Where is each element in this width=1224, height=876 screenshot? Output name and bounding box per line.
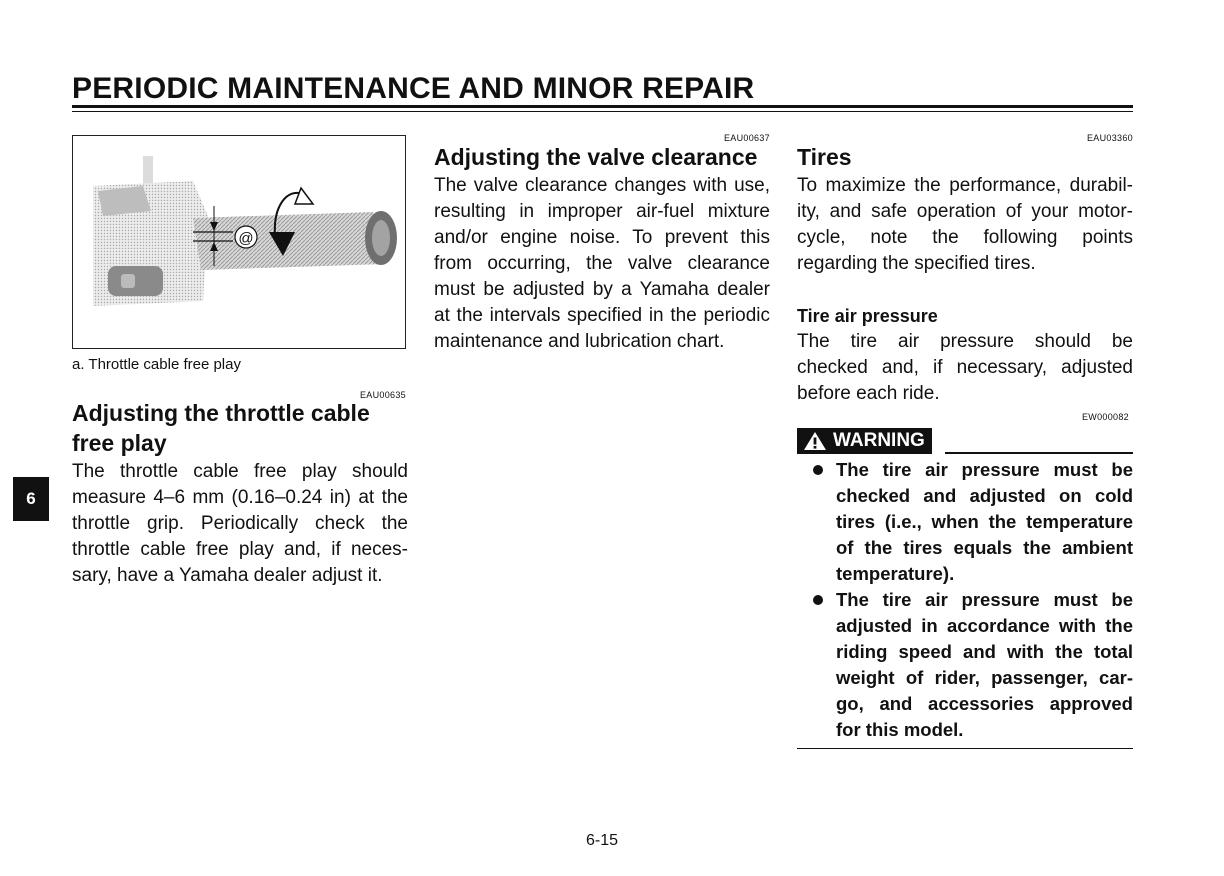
paragraph-line: maintenance and lubrication chart. xyxy=(434,331,725,352)
paragraph-line: measure 4–6 mm (0.16–0.24 in) at the xyxy=(72,487,408,508)
paragraph-line: cycle, note the following points xyxy=(797,227,1133,248)
throttle-figure xyxy=(72,135,406,349)
warning-bullet xyxy=(797,457,1133,587)
section-code: EAU00635 xyxy=(360,390,406,400)
warning-bottom-rule xyxy=(797,748,1133,749)
bullet-line: of the tires equals the ambient xyxy=(836,537,1133,558)
bullet-line: checked and adjusted on cold xyxy=(836,485,1133,506)
warning-code: EW000082 xyxy=(1082,412,1129,422)
section-heading-line: free play xyxy=(72,430,167,456)
warning-rule xyxy=(945,452,1133,454)
section-heading: Tires xyxy=(797,144,852,170)
bullet-dot xyxy=(813,595,823,605)
section-heading: Adjusting the valve clearance xyxy=(434,144,758,170)
throttle-grip-illustration xyxy=(73,136,406,349)
chapter-tab: 6 xyxy=(13,477,49,521)
paragraph-line: ity, and safe operation of your motor- xyxy=(797,201,1133,222)
bullet-line: riding speed and with the total xyxy=(836,641,1133,662)
page-number: 6-15 xyxy=(586,832,619,849)
paragraph-line: before each ride. xyxy=(797,383,940,404)
bullet-line: go, and accessories approved xyxy=(836,693,1133,714)
bullet-line: weight of rider, passenger, car- xyxy=(836,667,1133,688)
paragraph-line: resulting in improper air-fuel mixture xyxy=(434,201,770,222)
callout-label: @ xyxy=(238,230,254,247)
warning-label: WARNING xyxy=(833,430,925,451)
section-code: EAU03360 xyxy=(1087,133,1133,143)
bullet-line: temperature). xyxy=(836,563,955,584)
bullet-line: for this model. xyxy=(836,719,964,740)
paragraph-line: The throttle cable free play should xyxy=(72,461,408,482)
warning-badge xyxy=(797,428,932,454)
title-rule-thick xyxy=(72,105,1133,108)
bullet-line: tires (i.e., when the temperature xyxy=(836,511,1133,532)
paragraph-line: at the intervals specified in the periodic xyxy=(434,305,770,326)
paragraph-line: To maximize the performance, durabil- xyxy=(797,175,1133,196)
warning-bullet xyxy=(797,587,1133,743)
bullet-dot xyxy=(813,465,823,475)
paragraph-line: throttle grip. Periodically check the xyxy=(72,513,408,534)
section-heading-line: Adjusting the throttle cable xyxy=(72,400,370,426)
paragraph-line: and/or engine noise. To prevent this xyxy=(434,227,770,248)
figure-caption: a. Throttle cable free play xyxy=(72,356,241,373)
title-rule-thin xyxy=(72,111,1133,112)
section-code: EAU00637 xyxy=(724,133,770,143)
paragraph-line: The tire air pressure should be xyxy=(797,331,1133,352)
paragraph-line: checked and, if necessary, adjusted xyxy=(797,357,1133,378)
paragraph-line: throttle cable free play and, if neces- xyxy=(72,539,408,560)
bullet-line: The tire air pressure must be xyxy=(836,459,1133,480)
subheading: Tire air pressure xyxy=(797,306,938,326)
warning-triangle-icon xyxy=(803,431,827,451)
paragraph-line: must be adjusted by a Yamaha dealer xyxy=(434,279,770,300)
paragraph-line: regarding the specified tires. xyxy=(797,253,1036,274)
bullet-line: adjusted in accordance with the xyxy=(836,615,1133,636)
page-title: PERIODIC MAINTENANCE AND MINOR REPAIR xyxy=(72,72,755,105)
paragraph-line: The valve clearance changes with use, xyxy=(434,175,770,196)
paragraph-line: from occurring, the valve clearance xyxy=(434,253,770,274)
bullet-line: The tire air pressure must be xyxy=(836,589,1133,610)
paragraph-line: sary, have a Yamaha dealer adjust it. xyxy=(72,565,383,586)
